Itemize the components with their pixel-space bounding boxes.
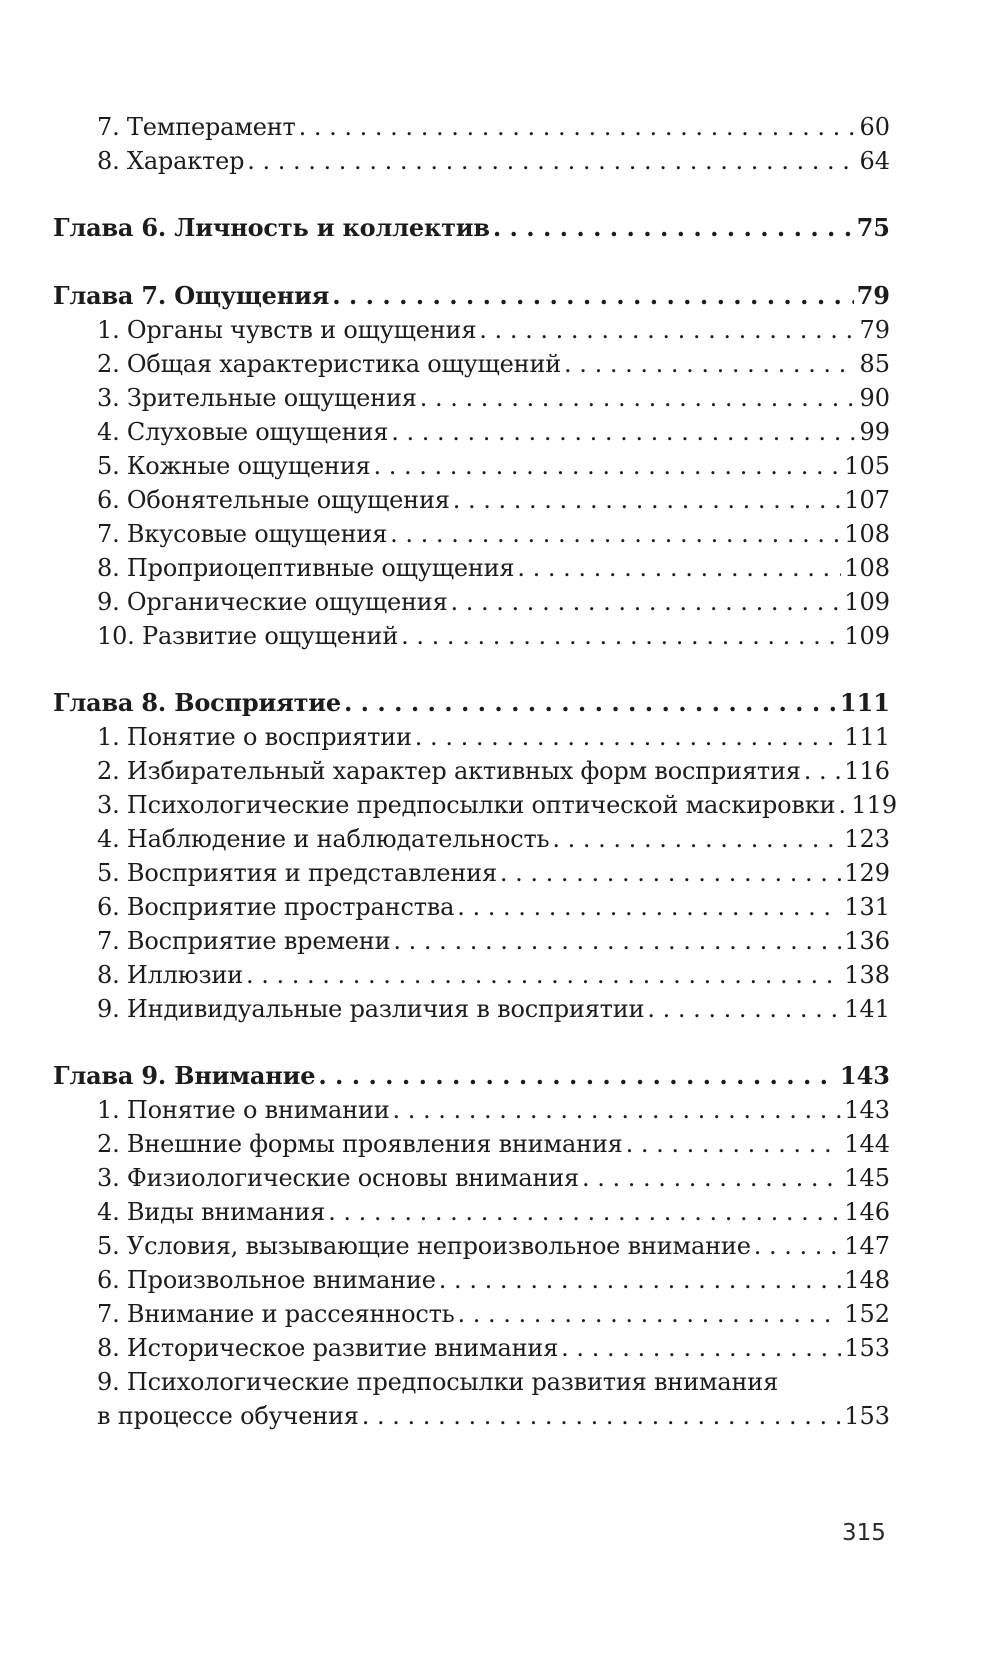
toc-entry-title: 5. Кожные ощущения	[97, 452, 371, 480]
leader-dots	[500, 855, 841, 891]
toc-entry-title: 6. Восприятие пространства	[97, 893, 455, 921]
toc-entry	[97, 1296, 890, 1332]
toc-entry-page: 85	[859, 350, 890, 378]
toc-entry	[97, 482, 890, 518]
toc-entry-page: 90	[859, 384, 890, 412]
toc-entry-page: 129	[844, 859, 890, 887]
toc-entry	[97, 380, 890, 416]
toc-entry-title: 1. Понятие о внимании	[97, 1096, 390, 1124]
toc-entry	[97, 787, 898, 823]
toc-entry	[97, 753, 890, 789]
toc-chapter	[53, 278, 890, 314]
toc-chapter-title: Глава 7. Ощущения	[53, 281, 330, 310]
toc-entry	[97, 109, 890, 145]
toc-entry	[97, 855, 890, 891]
toc-entry-title: 8. Историческое развитие внимания	[97, 1334, 559, 1362]
leader-dots	[299, 109, 857, 145]
toc-entry-page: 147	[844, 1232, 890, 1260]
leader-dots	[479, 312, 856, 348]
toc-entry-title: 5. Восприятия и представления	[97, 859, 497, 887]
leader-dots	[582, 1160, 841, 1196]
toc-entry-title: 8. Характер	[97, 147, 245, 175]
leader-dots	[453, 482, 841, 518]
toc-entry-page: 79	[859, 316, 890, 344]
leader-dots	[318, 1058, 837, 1094]
toc-entry-page: 60	[859, 113, 890, 141]
toc-entry-title: 9. Органические ощущения	[97, 588, 448, 616]
toc-entry-title: 9. Индивидуальные различия в восприятии	[97, 995, 645, 1023]
leader-dots	[344, 685, 837, 721]
toc-entry-page: 144	[844, 1130, 890, 1158]
toc-entry	[97, 516, 890, 552]
toc-entry-page: 138	[844, 961, 890, 989]
toc-entry-page: 116	[844, 757, 890, 785]
leader-dots	[754, 1228, 841, 1264]
toc-entry-title: 10. Развитие ощущений	[97, 622, 399, 650]
leader-dots	[401, 618, 841, 654]
leader-dots	[393, 923, 841, 959]
toc-entry-title: 7. Восприятие времени	[97, 927, 391, 955]
leader-dots	[493, 210, 854, 246]
toc-entry-page: 109	[844, 588, 890, 616]
leader-dots	[246, 957, 841, 993]
leader-dots	[374, 448, 842, 484]
leader-dots	[451, 584, 842, 620]
leader-dots	[415, 719, 841, 755]
toc-entry-first-line	[97, 1364, 890, 1400]
toc-entry-title: 2. Общая характеристика ощущений	[97, 350, 562, 378]
leader-dots	[247, 143, 856, 179]
leader-dots	[838, 787, 848, 823]
toc-entry	[97, 143, 890, 179]
toc-entry	[97, 448, 890, 484]
toc-entry-title: 6. Обонятельные ощущения	[97, 486, 450, 514]
toc-entry	[97, 584, 890, 620]
toc-entry-page: 145	[844, 1164, 890, 1192]
toc-entry-title: 4. Наблюдение и наблюдательность	[97, 825, 550, 853]
toc-entry-title: 8. Проприоцептивные ощущения	[97, 554, 515, 582]
toc-entry-continuation: в процессе обучения	[97, 1402, 359, 1430]
toc-chapter	[53, 210, 890, 246]
toc-entry-title: 4. Виды внимания	[97, 1198, 326, 1226]
toc-entry	[97, 346, 890, 382]
toc-chapter-title: Глава 9. Внимание	[53, 1061, 316, 1090]
toc-entry	[97, 312, 890, 348]
toc-entry	[97, 1262, 890, 1298]
leader-dots	[390, 516, 841, 552]
toc-entry-page: 136	[844, 927, 890, 955]
toc-entry	[97, 719, 890, 755]
toc-chapter-title: Глава 8. Восприятие	[53, 688, 341, 717]
toc-entry-title: 1. Органы чувств и ощущения	[97, 316, 477, 344]
toc-entry-title: 8. Иллюзии	[97, 961, 243, 989]
toc-chapter-page: 143	[839, 1061, 890, 1090]
toc-entry-page: 123	[844, 825, 890, 853]
toc-entry	[97, 957, 890, 993]
toc-entry-title: 9. Психологические предпосылки развития внимания	[97, 1368, 779, 1396]
toc-entry-page: 152	[844, 1300, 890, 1328]
toc-entry	[97, 923, 890, 959]
toc-entry	[97, 550, 890, 586]
toc-entry-page: 141	[844, 995, 890, 1023]
toc-entry-page: 131	[844, 893, 890, 921]
page-number: 315	[842, 1520, 886, 1546]
leader-dots	[439, 1262, 841, 1298]
leader-dots	[561, 1330, 841, 1366]
toc-chapter-page: 75	[856, 213, 890, 242]
toc-entry-title: 1. Понятие о восприятии	[97, 723, 412, 751]
toc-entry-page: 119	[851, 791, 898, 819]
toc-entry-page: 148	[844, 1266, 890, 1294]
leader-dots	[458, 1296, 842, 1332]
toc-chapter-page: 111	[839, 688, 890, 717]
toc-entry	[97, 1228, 890, 1264]
toc-chapter	[53, 1058, 890, 1094]
toc-entry-page: 99	[859, 418, 890, 446]
toc-entry-page: 109	[844, 622, 890, 650]
toc-entry-title: 7. Темперамент	[97, 113, 296, 141]
toc-entry	[97, 1092, 890, 1128]
leader-dots	[804, 753, 841, 789]
toc-entry-page: 111	[844, 723, 890, 751]
toc-entry-page: 153	[844, 1334, 890, 1362]
toc-entry-title: 3. Психологические предпосылки оптической маскировки	[97, 791, 836, 819]
toc-chapter-title: Глава 6. Личность и коллектив	[53, 213, 490, 242]
toc-entry-title: 3. Зрительные ощущения	[97, 384, 417, 412]
leader-dots	[328, 1194, 841, 1230]
toc-entry-title: 7. Вкусовые ощущения	[97, 520, 388, 548]
toc-entry	[97, 618, 890, 654]
leader-dots	[647, 991, 841, 1027]
toc-entry-page: 108	[844, 554, 890, 582]
leader-dots	[362, 1398, 841, 1434]
toc-entry	[97, 1194, 890, 1230]
toc-chapter-page: 79	[856, 281, 890, 310]
toc-entry	[97, 1126, 890, 1162]
toc-entry	[97, 1160, 890, 1196]
toc-entry-title: 2. Избирательный характер активных форм восприятия	[97, 757, 801, 785]
leader-dots	[552, 821, 841, 857]
toc-entry	[97, 1398, 890, 1434]
leader-dots	[517, 550, 841, 586]
toc-entry-page: 143	[844, 1096, 890, 1124]
toc-chapter	[53, 685, 890, 721]
leader-dots	[457, 889, 841, 925]
toc-entry-page: 108	[844, 520, 890, 548]
toc-entry-page: 153	[844, 1402, 890, 1430]
toc-entry-title: 2. Внешние формы проявления внимания	[97, 1130, 623, 1158]
toc-entry-page: 146	[844, 1198, 890, 1226]
toc-entry	[97, 991, 890, 1027]
toc-entry-page: 107	[844, 486, 890, 514]
leader-dots	[626, 1126, 842, 1162]
toc-entry-title: 7. Внимание и рассеянность	[97, 1300, 455, 1328]
toc-entry-page: 64	[859, 147, 890, 175]
toc-entry	[97, 821, 890, 857]
leader-dots	[564, 346, 856, 382]
leader-dots	[393, 1092, 842, 1128]
leader-dots	[391, 414, 856, 450]
toc-entry	[97, 889, 890, 925]
toc-entry	[97, 414, 890, 450]
toc-entry-title: 5. Условия, вызывающие непроизвольное внимание	[97, 1232, 751, 1260]
toc-entry-page: 105	[844, 452, 890, 480]
toc-entry	[97, 1330, 890, 1366]
toc-entry-title: 3. Физиологические основы внимания	[97, 1164, 579, 1192]
leader-dots	[420, 380, 857, 416]
toc-entry-title: 4. Слуховые ощущения	[97, 418, 389, 446]
toc-entry-title: 6. Произвольное внимание	[97, 1266, 436, 1294]
leader-dots	[332, 278, 853, 314]
